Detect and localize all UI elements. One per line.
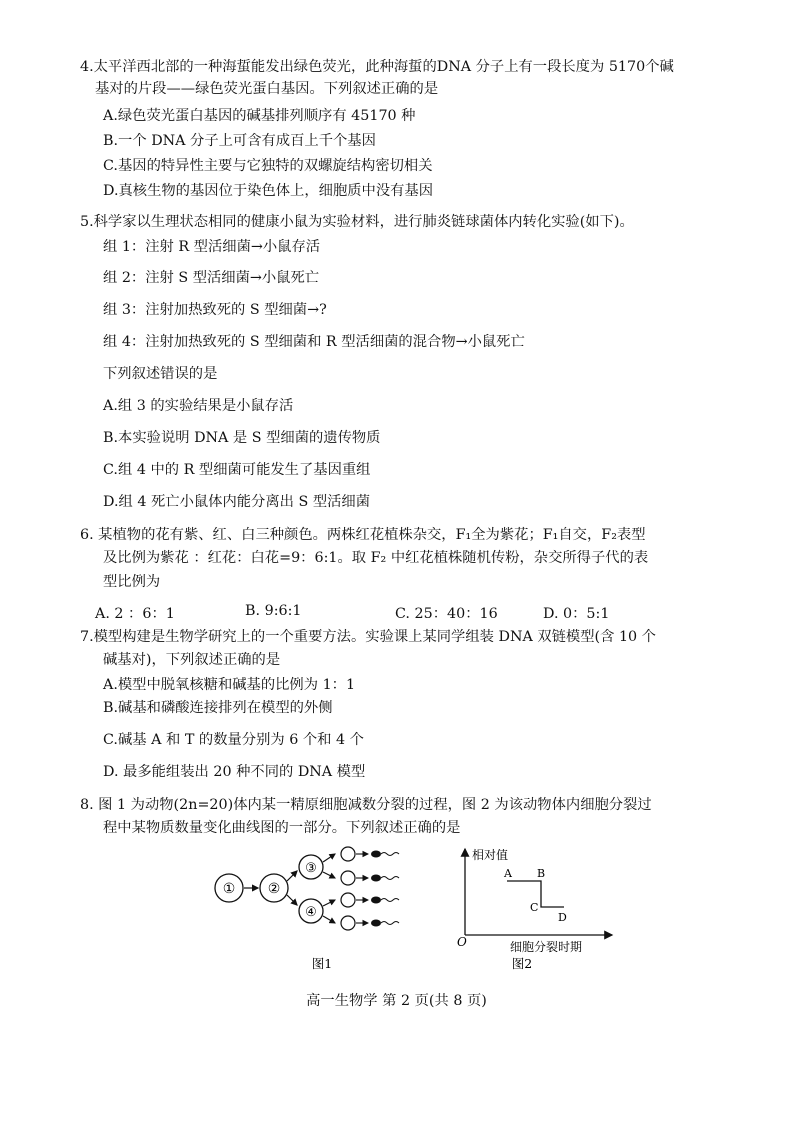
q7-option-b: B.碱基和磷酸连接排列在模型的外侧 (103, 700, 333, 716)
point-b-label: B (537, 867, 546, 880)
q5-group-3: 组 3：注射加热致死的 S 型细菌→? (103, 302, 327, 318)
q5-option-d: D.组 4 死亡小鼠体内能分离出 S 型活细菌 (103, 494, 371, 510)
point-a-label: A (504, 867, 512, 880)
q7-option-a: A.模型中脱氧核糖和碱基的比例为 1：1 (103, 677, 356, 693)
q7-stem-line1: 7.模型构建是生物学研究上的一个重要方法。实验课上某同学组装 DNA 双链模型(含 10 个 (80, 629, 656, 645)
figure-2 (452, 843, 622, 973)
q7-option-d: D. 最多能组装出 20 种不同的 DNA 模型 (103, 764, 366, 780)
q6-stem-line3: 型比例为 (103, 574, 161, 590)
origin-label: O (457, 935, 467, 949)
q6-stem-line1: 6. 某植物的花有紫、红、白三种颜色。两株红花植株杂交，F₁全为紫花；F₁自交，F₂表型 (80, 527, 646, 543)
q7-stem-line2: 碱基对)，下列叙述正确的是 (103, 652, 281, 668)
q4-option-b: B.一个 DNA 分子上可含有成百上千个基因 (103, 133, 376, 149)
arrow (287, 895, 297, 905)
y-axis-label: 相对值 (472, 848, 509, 862)
q6-option-c: C. 25：40：16 (395, 606, 498, 622)
figure-2-caption: 图2 (511, 956, 533, 971)
q7-option-c: C.碱基 A 和 T 的数量分别为 6 个和 4 个 (103, 732, 364, 748)
arrow (287, 871, 297, 881)
q5-stem: 5.科学家以生理状态相同的健康小鼠为实验材料，进行肺炎链球菌体内转化实验(如下)。 (80, 214, 634, 230)
page-footer: 高一生物学 第 2 页(共 8 页) (306, 993, 487, 1009)
q4-stem-line2: 基对的片段——绿色荧光蛋白基因。下列叙述正确的是 (95, 81, 439, 97)
q6-option-d: D. 0：5:1 (543, 606, 610, 622)
q6-stem-line2: 及比例为紫花 ：红花：白花=9：6:1。取 F₂ 中红花植株随机传粉，杂交所得子代的表 (103, 550, 649, 566)
figure-1 (205, 843, 445, 973)
arrow (323, 900, 335, 906)
point-d-label: D (558, 911, 567, 924)
q8-stem-line1: 8. 图 1 为动物(2n=20)体内某一精原细胞减数分裂的过程，图 2 为该动物体内细胞分裂过 (80, 797, 652, 813)
cell-2-label: ② (267, 881, 281, 897)
q5-group-1: 组 1：注射 R 型活细菌→小鼠存活 (103, 239, 321, 255)
q4-option-c: C.基因的特异性主要与它独特的双螺旋结构密切相关 (103, 158, 433, 174)
spermatid-row-3 (341, 893, 399, 907)
spermatid-row-4 (341, 916, 399, 930)
q4-option-d: D.真核生物的基因位于染色体上，细胞质中没有基因 (103, 183, 434, 199)
cell-4-label: ④ (305, 905, 317, 920)
spermatid-row-2 (341, 871, 399, 885)
x-axis-label: 细胞分裂时期 (510, 940, 583, 954)
arrow (323, 854, 335, 862)
q5-option-c: C.组 4 中的 R 型细菌可能发生了基因重组 (103, 462, 371, 478)
arrow (323, 916, 335, 923)
q5-question: 下列叙述错误的是 (103, 366, 218, 382)
point-c-label: C (530, 901, 539, 914)
cell-3-label: ③ (305, 861, 317, 876)
spermatid-row-1 (341, 847, 399, 861)
q5-option-b: B.本实验说明 DNA 是 S 型细菌的遗传物质 (103, 430, 381, 446)
cell-1-label: ① (222, 881, 236, 897)
q6-option-a: A. 2 ：6：1 (95, 606, 175, 622)
q4-stem-line1: 4.太平洋西北部的一种海蜇能发出绿色荧光，此种海蜇的DNA 分子上有一段长度为 5170个碱 (80, 59, 674, 75)
q8-stem-line2: 程中某物质数量变化曲线图的一部分。下列叙述正确的是 (103, 820, 461, 836)
figure-1-caption: 图1 (311, 956, 333, 971)
q5-group-4: 组 4：注射加热致死的 S 型细菌和 R 型活细菌的混合物→小鼠死亡 (103, 334, 525, 350)
arrow (323, 872, 335, 878)
q5-option-a: A.组 3 的实验结果是小鼠存活 (103, 398, 294, 414)
q4-option-a: A.绿色荧光蛋白基因的碱基排列顺序有 45170 种 (103, 108, 416, 124)
q6-option-b: B. 9:6:1 (245, 603, 302, 619)
q5-group-2: 组 2：注射 S 型活细菌→小鼠死亡 (103, 270, 320, 286)
